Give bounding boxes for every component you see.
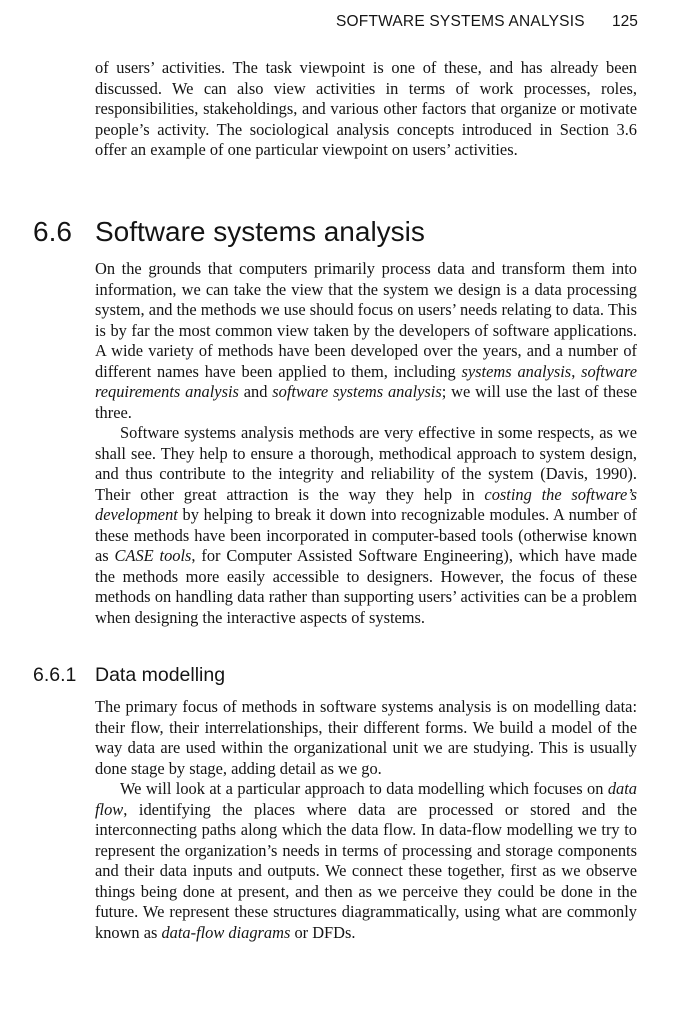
section-body [95, 259, 637, 628]
emphasis: software requirements analysis [95, 361, 637, 401]
emphasis: costing the software’s development [95, 484, 637, 524]
emphasis: systems analysis [461, 361, 572, 381]
subsection-number: 6.6.1 [33, 664, 77, 686]
paragraph: On the grounds that computers primarily process data and transform them into information, we can take the view that the system we design is a data processing system, and the methods we use should focus on users’ needs relating to data. This is by far the most common view taken by the developers of software applications. A wide variety of methods have been developed over the years, and a number of different names have been applied to them, including systems analysis, software requirements analysis and software systems analysis; we will use the last of these three. [95, 259, 637, 422]
intro-block [95, 58, 637, 161]
emphasis: CASE tools [114, 546, 192, 565]
paragraph: of users’ activities. The task viewpoint is one of these, and has already been discussed. We can also view activities in terms of work processes, roles, responsibilities, stakeholdings, and various other factors that organize or motivate people’s activity. The sociological analysis concepts introduced in Section 3.6 offer an example of one particular viewpoint on users’ activities. [95, 58, 637, 159]
emphasis: software systems analysis [272, 382, 442, 401]
paragraph: Software systems analysis methods are very effective in some respects, as we shall see. They help to ensure a thorough, methodical approach to system design, and thus contribute to the integrity and reliability of the system (Davis, 1990). Their other great attraction is the way they help in costing the software’s development by helping to break it down into recognizable modules. A number of these methods have been incorporated in computer-based tools (otherwise known as CASE tools, for Computer Assisted Software Engineering), which have made the methods more easily accessible to designers. However, the focus of these methods on handling data rather than supporting users’ activities can be a problem when designing the interactive aspects of systems. [95, 423, 637, 627]
section-title: Software systems analysis [95, 216, 425, 247]
running-title: SOFTWARE SYSTEMS ANALYSIS [336, 13, 585, 30]
page-number: 125 [612, 13, 638, 30]
subsection-body [95, 697, 637, 943]
emphasis: data-flow diagrams [161, 922, 291, 942]
section-number: 6.6 [33, 216, 72, 247]
running-head [0, 11, 700, 35]
paragraph: The primary focus of methods in software systems analysis is on modelling data: their flow, their interrelationships, their different forms. We build a model of the way data are used within the organizational unit we are studying. This is usually done stage by stage, adding detail as we go. [95, 697, 637, 778]
emphasis: data flow [95, 779, 637, 819]
subsection-title: Data modelling [95, 664, 226, 686]
paragraph: We will look at a particular approach to data modelling which focuses on data flow, identifying the places where data are processed or stored and the interconnecting paths along which the data flow. In data-flow modelling we try to represent the organization’s needs in terms of processing and storage components and their data inputs and outputs. We connect these together, first as we observe things being done at present, and then as we perceive they could be done in the future. We represent these structures diagrammatically, using what are commonly known as data-flow diagrams or DFDs. [95, 779, 637, 942]
